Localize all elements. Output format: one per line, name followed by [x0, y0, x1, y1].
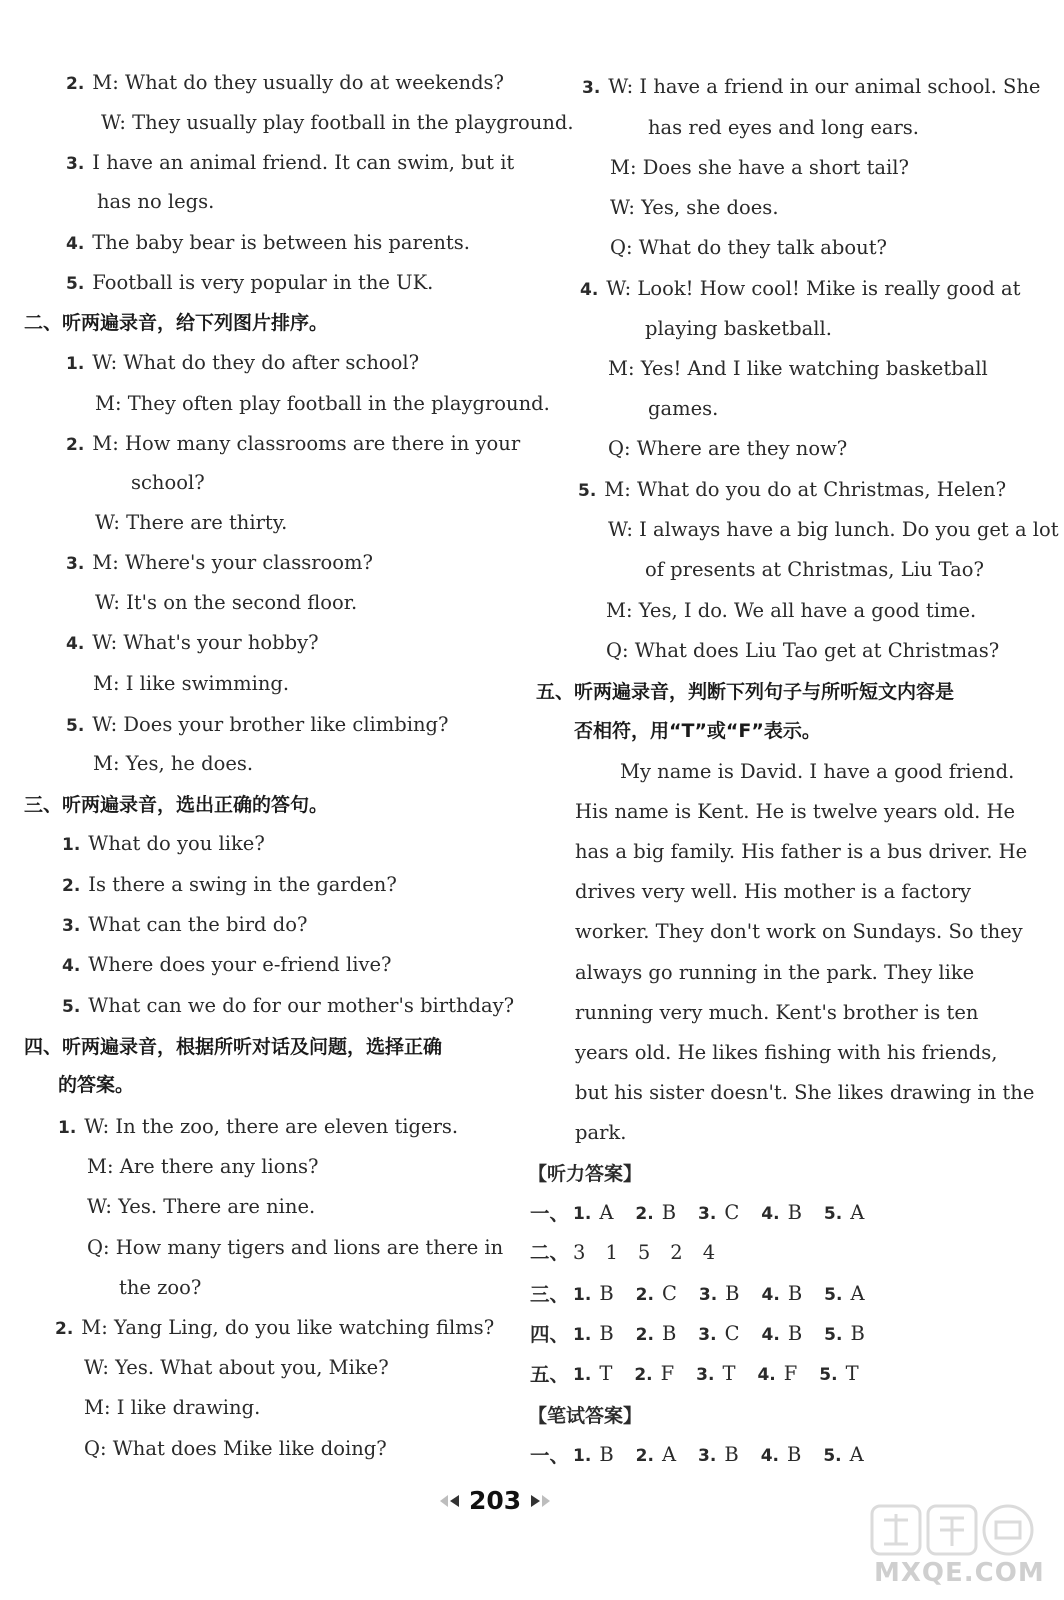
section-title: 四、听两遍录音，根据所听对话及问题，选择正确: [24, 1036, 443, 1058]
line: W: There are thirty.: [95, 511, 288, 534]
section-title-cont: 否相符，用“T”或“F”表示。: [574, 720, 821, 742]
line: 2. M: What do they usually do at weekends?: [66, 71, 505, 94]
line: M: Are there any lions?: [87, 1155, 319, 1178]
line: school?: [131, 471, 205, 494]
line: 1. W: In the zoo, there are eleven tigers.: [58, 1115, 459, 1138]
line: the zoo?: [119, 1276, 202, 1299]
line: M: I like swimming.: [93, 672, 290, 695]
line: 4. W: Look! How cool! Mike is really good at: [580, 277, 1021, 300]
answer-row: 三、 1. B 2. C 3. B 4. B 5. A: [530, 1282, 865, 1306]
watermark-site: MXQE.COM: [874, 1558, 1045, 1588]
next-arrow-icon: [531, 1495, 540, 1507]
written-answers-heading: 【笔试答案】: [528, 1405, 643, 1427]
next-arrow-icon: [542, 1495, 550, 1507]
line: M: I like drawing.: [84, 1396, 261, 1419]
line: Q: How many tigers and lions are there in: [87, 1236, 504, 1259]
line: M: Yes, he does.: [93, 752, 254, 775]
line: playing basketball.: [645, 317, 832, 340]
line: of presents at Christmas, Liu Tao?: [645, 558, 984, 581]
line: has no legs.: [97, 190, 215, 213]
section-title-cont: 的答案。: [58, 1074, 135, 1096]
line: M: Does she have a short tail?: [610, 156, 909, 179]
passage-line: running very much. Kent's brother is ten: [575, 1001, 979, 1024]
line: 3. M: Where's your classroom?: [66, 551, 373, 574]
line: W: It's on the second floor.: [95, 591, 358, 614]
line: W: Yes, she does.: [610, 196, 779, 219]
passage-line: always go running in the park. They like: [575, 961, 975, 984]
passage-line: years old. He likes fishing with his friends,: [575, 1041, 998, 1064]
answer-row: 一、 1. A 2. B 3. C 4. B 5. A: [530, 1201, 865, 1225]
line: 3. I have an animal friend. It can swim, but it: [66, 151, 515, 174]
line: 1. What do you like?: [62, 832, 265, 855]
section-title: 五、听两遍录音，判断下列句子与所听短文内容是: [536, 681, 955, 703]
answer-row: 一、 1. B 2. A 3. B 4. B 5. A: [530, 1443, 864, 1467]
answer-row: 二、 3 1 5 2 4: [530, 1241, 716, 1264]
watermark-logo: [868, 1500, 1048, 1592]
line: W: Yes. There are nine.: [87, 1195, 316, 1218]
line: 4. Where does your e-friend live?: [62, 953, 392, 976]
listening-answers-heading: 【听力答案】: [528, 1163, 643, 1185]
line: Q: What does Mike like doing?: [84, 1437, 387, 1460]
passage-line: park.: [575, 1121, 627, 1144]
prev-arrow-icon: [440, 1495, 448, 1507]
line: 4. W: What's your hobby?: [66, 631, 319, 654]
line: 2. M: Yang Ling, do you like watching films?: [55, 1316, 495, 1339]
line: 5. Football is very popular in the UK.: [66, 271, 434, 294]
section-title: 三、听两遍录音，选出正确的答句。: [24, 794, 329, 816]
page-number: 203: [469, 1486, 522, 1515]
prev-arrow-icon: [450, 1495, 459, 1507]
line: 5. What can we do for our mother's birthday?: [62, 994, 515, 1017]
line: 5. W: Does your brother like climbing?: [66, 713, 449, 736]
passage-line: but his sister doesn't. She likes drawing in the: [575, 1081, 1035, 1104]
line: 2. Is there a swing in the garden?: [62, 873, 397, 896]
line: M: Yes, I do. We all have a good time.: [606, 599, 977, 622]
section-title: 二、听两遍录音，给下列图片排序。: [24, 312, 329, 334]
page-number-footer: [440, 1486, 550, 1515]
line: Q: Where are they now?: [608, 437, 848, 460]
passage-line: His name is Kent. He is twelve years old. He: [575, 800, 1016, 823]
line: 3. W: I have a friend in our animal school. She: [582, 75, 1041, 98]
answer-row: 五、 1. T 2. F 3. T 4. F 5. T: [530, 1362, 859, 1386]
line: has red eyes and long ears.: [648, 116, 920, 139]
line: 4. The baby bear is between his parents.: [66, 231, 470, 254]
line: 1. W: What do they do after school?: [66, 351, 420, 374]
answer-row: 四、 1. B 2. B 3. C 4. B 5. B: [530, 1322, 865, 1346]
line: Q: What does Liu Tao get at Christmas?: [606, 639, 1000, 662]
passage-line: drives very well. His mother is a factory: [575, 880, 972, 903]
line: 3. What can the bird do?: [62, 913, 308, 936]
line: W: I always have a big lunch. Do you get a lot: [608, 518, 1059, 541]
passage-line: My name is David. I have a good friend.: [620, 760, 1015, 783]
line: M: They often play football in the playground.: [95, 392, 550, 415]
line: 5. M: What do you do at Christmas, Helen?: [578, 478, 1007, 501]
watermark-icon: [868, 1500, 1048, 1560]
line: Q: What do they talk about?: [610, 236, 887, 259]
passage-line: worker. They don't work on Sundays. So they: [575, 920, 1023, 943]
line: 2. M: How many classrooms are there in your: [66, 432, 521, 455]
line: M: Yes! And I like watching basketball: [608, 357, 988, 380]
line: W: They usually play football in the playground.: [101, 111, 574, 134]
line: W: Yes. What about you, Mike?: [84, 1356, 389, 1379]
passage-line: has a big family. His father is a bus driver. He: [575, 840, 1028, 863]
line: games.: [648, 397, 719, 420]
